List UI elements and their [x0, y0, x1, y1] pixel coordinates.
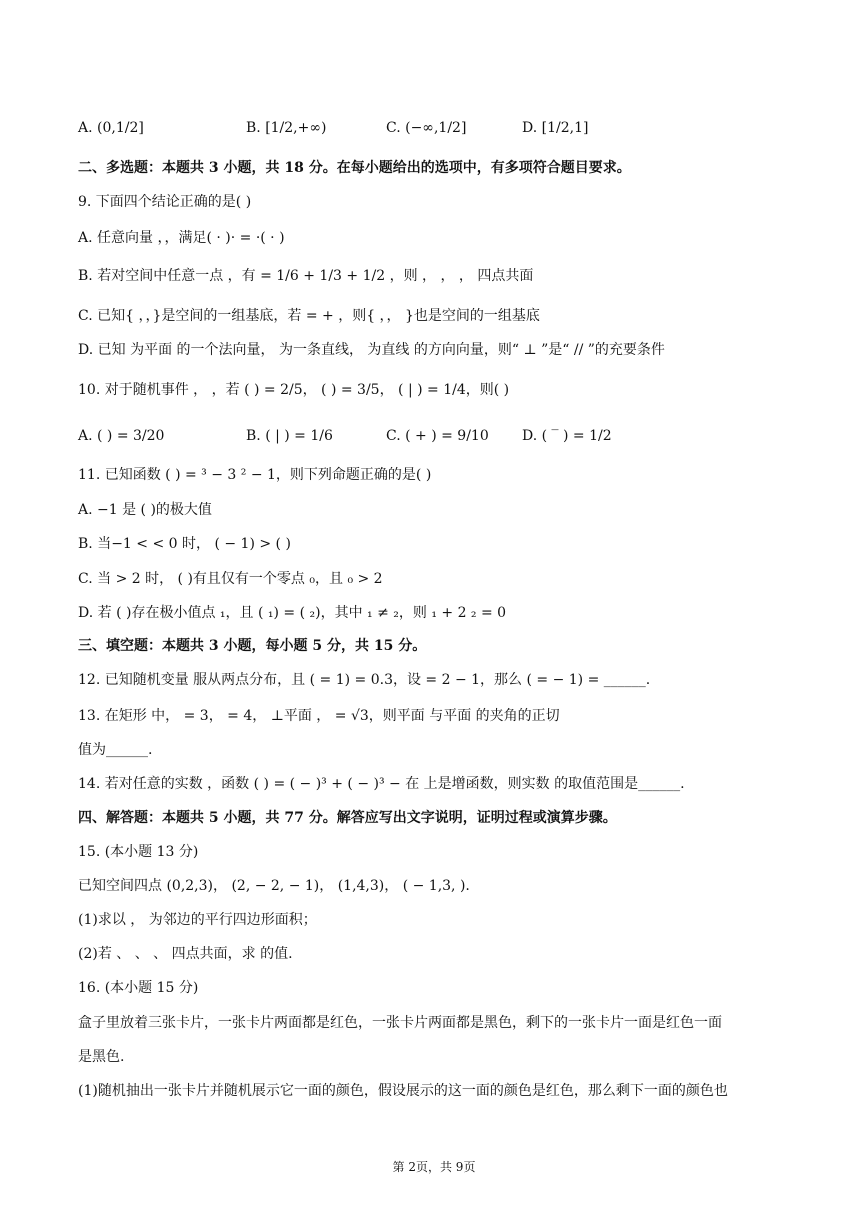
- q11-option-d: D. 若 ( )存在极小值点 ₁，且 ( ₁) = ( ₂)，其中 ₁ ≠ ₂，则 ₁ + 2 ₂ = 0: [78, 605, 507, 621]
- section-2-title: 二、多选题：本题共 3 小题，共 18 分。在每小题给出的选项中，有多项符合题目要求。: [78, 160, 631, 176]
- q16-stem-line-1: 盒子里放着三张卡片，一张卡片两面都是红色，一张卡片两面都是黑色，剩下的一张卡片一面是红色一面: [78, 1015, 722, 1031]
- q13-line-2: 值为______.: [78, 742, 153, 758]
- page-footer: 第 2页，共 9页: [392, 1160, 476, 1174]
- q9-option-b: B. 若对空间中任意一点 ，有 = 1/6 + 1/3 + 1/2 ，则 ， ， ， 四点共面: [78, 268, 534, 284]
- q16-part-1: (1)随机抽出一张卡片并随机展示它一面的颜色，假设展示的这一面的颜色是红色，那么剩下一面的颜色也: [78, 1083, 728, 1099]
- q16-stem-line-2: 是黑色.: [78, 1049, 125, 1065]
- q11-stem: 11. 已知函数 ( ) = ³ − 3 ² − 1，则下列命题正确的是( ): [78, 467, 432, 483]
- q9-option-d: D. 已知 为平面 的一个法向量， 为一条直线， 为直线 的方向向量，则“ ⊥ ”是“ // ”的充要条件: [78, 342, 665, 358]
- q8-option-d: D. [1/2,1]: [522, 120, 589, 136]
- q11-option-c: C. 当 > 2 时， ( )有且仅有一个零点 ₀，且 ₀ > 2: [78, 571, 383, 587]
- section-4-title: 四、解答题：本题共 5 小题，共 77 分。解答应写出文字说明，证明过程或演算步骤。: [78, 810, 617, 826]
- q9-option-c: C. 已知{ ，，}是空间的一组基底，若 = + ，则{ ，， }也是空间的一组基底: [78, 308, 540, 324]
- q11-option-b: B. 当−1 < < 0 时， ( − 1) > ( ): [78, 536, 291, 552]
- q15-header: 15. (本小题 13 分): [78, 844, 199, 860]
- q15-part-2: (2)若 、 、 、 四点共面，求 的值.: [78, 946, 293, 962]
- q16-header: 16. (本小题 15 分): [78, 980, 199, 996]
- q8-option-c: C. (−∞,1/2]: [386, 120, 467, 136]
- q11-option-a: A. −1 是 ( )的极大值: [78, 502, 212, 518]
- section-3-title: 三、填空题：本题共 3 小题，每小题 5 分，共 15 分。: [78, 638, 427, 654]
- q10-option-a: A. ( ) = 3/20: [78, 428, 165, 444]
- q9-stem: 9. 下面四个结论正确的是( ): [78, 194, 252, 210]
- q15-part-1: (1)求以 ， 为邻边的平行四边形面积；: [78, 912, 317, 928]
- q10-option-b: B. ( | ) = 1/6: [246, 428, 333, 444]
- q13-line-1: 13. 在矩形 中， = 3， = 4， ⊥平面 ， = √3，则平面 与平面 的夹角的正切: [78, 708, 560, 724]
- q10-stem: 10. 对于随机事件 ， ，若 ( ) = 2/5， ( ) = 3/5， ( | ) = 1/4，则( ): [78, 382, 510, 398]
- q9-option-a: A. 任意向量 ，，满足( · )· = ·( · ): [78, 230, 285, 246]
- q10-option-c: C. ( + ) = 9/10: [386, 428, 489, 444]
- q8-option-a: A. (0,1/2]: [78, 120, 144, 136]
- q12: 12. 已知随机变量 服从两点分布，且 ( = 1) = 0.3，设 = 2 − 1，那么 ( = − 1) = ______.: [78, 672, 651, 688]
- q15-stem: 已知空间四点 (0,2,3)， (2, − 2, − 1)， (1,4,3)， ( − 1,3, ).: [78, 878, 470, 894]
- q8-option-b: B. [1/2,+∞): [246, 120, 327, 136]
- q10-option-d: D. ( ‾ ) = 1/2: [522, 428, 612, 444]
- q14: 14. 若对任意的实数 ，函数 ( ) = ( − )³ + ( − )³ − 在 上是增函数，则实数 的取值范围是______.: [78, 776, 685, 792]
